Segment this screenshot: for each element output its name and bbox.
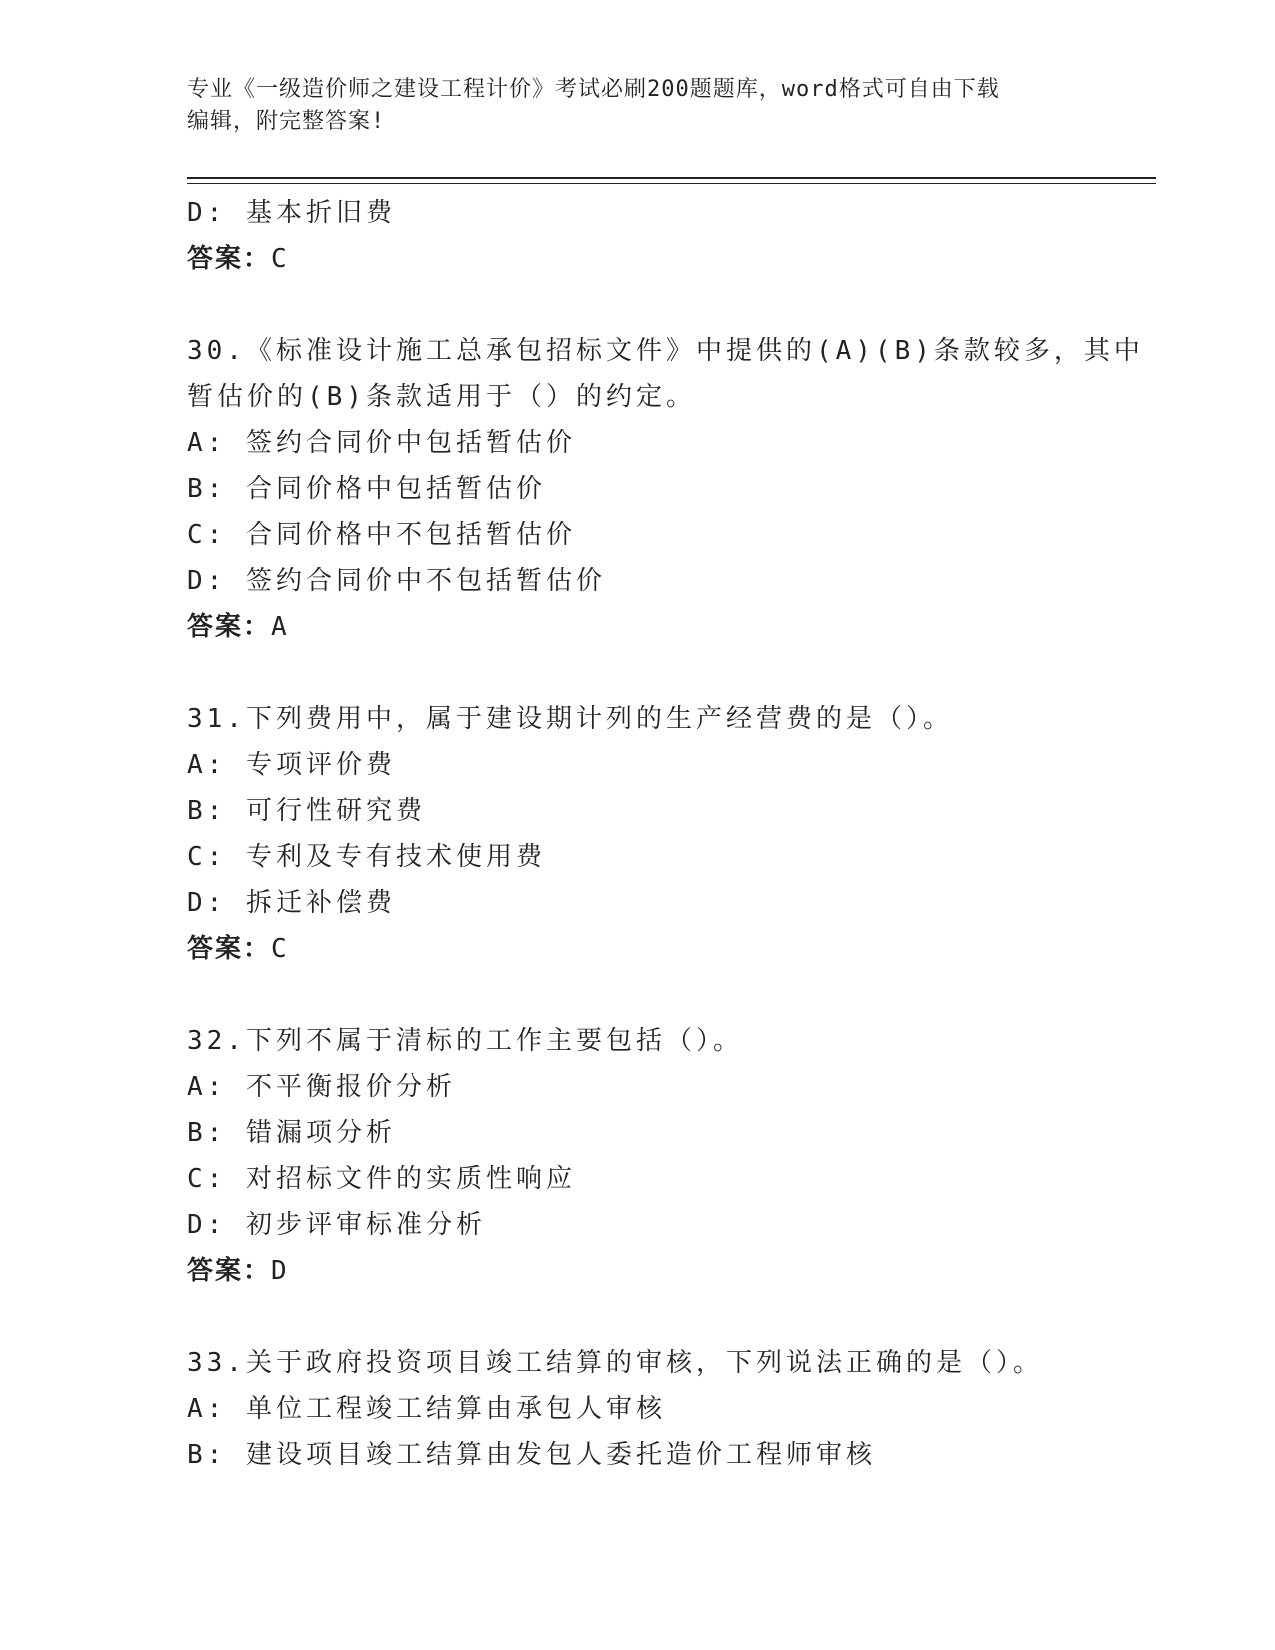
option-c: C: 对招标文件的实质性响应	[187, 1164, 576, 1194]
answer-line	[187, 1248, 1147, 1294]
option-b: B: 错漏项分析	[187, 1118, 396, 1148]
header-line-1: 专业《一级造价师之建设工程计价》考试必刷200题题库，word格式可自由下载	[187, 77, 1000, 102]
answer-label: 答案：	[187, 244, 272, 274]
header-rule-thin	[187, 183, 1156, 184]
answer-line	[187, 926, 1147, 972]
question-stem-line-1: 31.下列费用中，属于建设期计列的生产经营费的是（）。	[187, 704, 953, 734]
option-c: C: 合同价格中不包括暂估价	[187, 520, 576, 550]
answer-line	[187, 236, 1147, 282]
answer-label: 答案：	[187, 612, 272, 642]
question-stem-line-2: 暂估价的(B)条款适用于（）的约定。	[187, 382, 696, 412]
page-header	[187, 74, 1087, 138]
answer-label: 答案：	[187, 934, 272, 964]
answer-value: D	[271, 1256, 289, 1286]
answer-value: C	[271, 244, 289, 274]
option-d: D: 拆迁补偿费	[187, 888, 396, 918]
question-29-tail	[187, 190, 1147, 282]
header-line-2: 编辑，附完整答案!	[187, 109, 386, 134]
option-d: D: 基本折旧费	[187, 198, 396, 228]
spacer	[187, 282, 1147, 328]
question-32	[187, 1018, 1147, 1294]
answer-value: A	[271, 612, 289, 642]
option-b: B: 可行性研究费	[187, 796, 426, 826]
question-33	[187, 1340, 1147, 1478]
option-b: B: 建设项目竣工结算由发包人委托造价工程师审核	[187, 1440, 876, 1470]
option-d: D: 签约合同价中不包括暂估价	[187, 566, 606, 596]
question-stem-line-1: 30.《标准设计施工总承包招标文件》中提供的(A)(B)条款较多，其中	[187, 336, 1144, 366]
header-rule-thick	[187, 177, 1156, 179]
question-stem-line-1: 32.下列不属于清标的工作主要包括（）。	[187, 1026, 743, 1056]
spacer	[187, 972, 1147, 1018]
spacer	[187, 1294, 1147, 1340]
question-stem-line-1: 33.关于政府投资项目竣工结算的审核，下列说法正确的是（）。	[187, 1348, 1043, 1378]
answer-value: C	[271, 934, 289, 964]
question-31	[187, 696, 1147, 972]
question-list	[187, 190, 1147, 1478]
option-a: A: 单位工程竣工结算由承包人审核	[187, 1394, 666, 1424]
answer-line	[187, 604, 1147, 650]
option-b: B: 合同价格中包括暂估价	[187, 474, 546, 504]
answer-label: 答案：	[187, 1256, 272, 1286]
question-30	[187, 328, 1147, 650]
option-a: A: 不平衡报价分析	[187, 1072, 456, 1102]
spacer	[187, 650, 1147, 696]
option-c: C: 专利及专有技术使用费	[187, 842, 546, 872]
option-a: A: 签约合同价中包括暂估价	[187, 428, 576, 458]
option-a: A: 专项评价费	[187, 750, 396, 780]
option-d: D: 初步评审标准分析	[187, 1210, 486, 1240]
